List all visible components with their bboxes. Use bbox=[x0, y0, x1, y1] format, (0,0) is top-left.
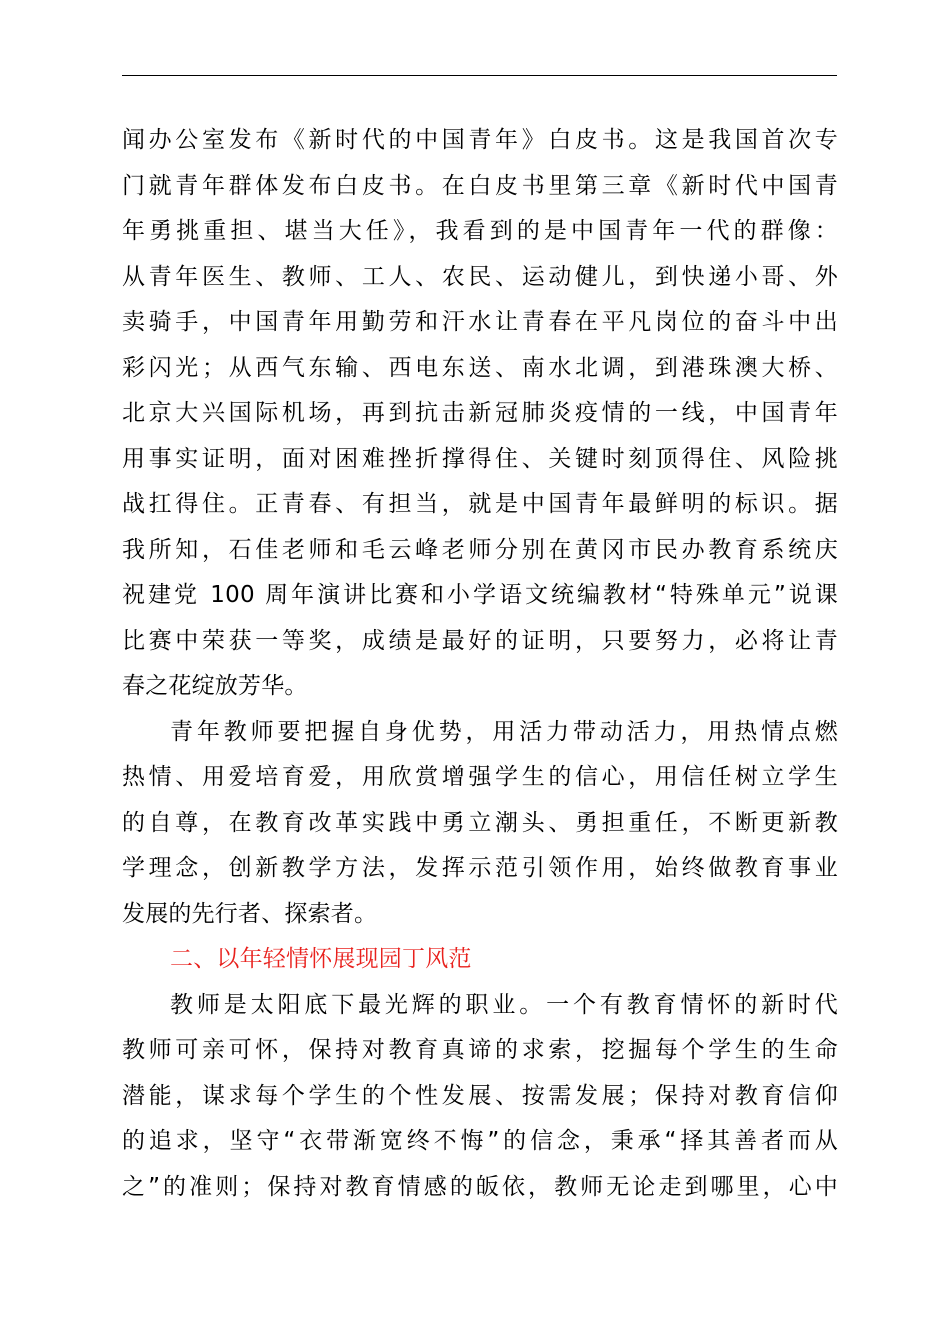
paragraph-line: 比赛中荣获一等奖，成绩是最好的证明，只要努力，必将让青 bbox=[122, 627, 838, 654]
paragraph-line: 之”的准则；保持对教育情感的皈依，教师无论走到哪里，心中 bbox=[122, 1173, 838, 1200]
paragraph-line: 门就青年群体发布白皮书。在白皮书里第三章《新时代中国青 bbox=[122, 172, 838, 199]
body-text bbox=[122, 118, 838, 1210]
paragraph-line: 闻办公室发布《新时代的中国青年》白皮书。这是我国首次专 bbox=[122, 127, 838, 153]
paragraph-line: 学理念，创新教学方法，发挥示范引领作用，始终做教育事业 bbox=[122, 855, 838, 881]
paragraph-line: 彩闪光；从西气东输、西电东送、南水北调，到港珠澳大桥、 bbox=[122, 354, 838, 381]
paragraph-line: 春之花绽放芳华。 bbox=[122, 673, 308, 699]
paragraph-line: 战扛得住。正青春、有担当，就是中国青年最鲜明的标识。据 bbox=[122, 491, 838, 517]
header-rule bbox=[122, 75, 837, 76]
paragraph-line: 从青年医生、教师、工人、农民、运动健儿，到快递小哥、外 bbox=[122, 263, 838, 290]
paragraph-line: 青年教师要把握自身优势，用活力带动活力，用热情点燃 bbox=[170, 718, 838, 745]
paragraph-line: 用事实证明，面对困难挫折撑得住、关键时刻顶得住、风险挑 bbox=[122, 445, 838, 472]
paragraph-line: 的自尊，在教育改革实践中勇立潮头、勇担重任，不断更新教 bbox=[122, 809, 838, 836]
paragraph-line: 教师是太阳底下最光辉的职业。一个有教育情怀的新时代 bbox=[170, 991, 838, 1018]
paragraph-line: 北京大兴国际机场，再到抗击新冠肺炎疫情的一线，中国青年 bbox=[122, 400, 838, 426]
paragraph-line: 发展的先行者、探索者。 bbox=[122, 900, 378, 927]
paragraph-line: 卖骑手，中国青年用勤劳和汗水让青春在平凡岗位的奋斗中出 bbox=[122, 309, 838, 335]
paragraph-line: 祝建党 100 周年演讲比赛和小学语文统编教材“特殊单元”说课 bbox=[122, 582, 838, 608]
paragraph-line: 热情、用爱培育爱，用欣赏增强学生的信心，用信任树立学生 bbox=[122, 764, 838, 790]
paragraph-line: 我所知，石佳老师和毛云峰老师分别在黄冈市民办教育系统庆 bbox=[122, 536, 838, 563]
paragraph-line: 潜能，谋求每个学生的个性发展、按需发展；保持对教育信仰 bbox=[122, 1082, 838, 1109]
paragraph-line: 年勇挑重担、堪当大任》，我看到的是中国青年一代的群像： bbox=[122, 218, 838, 244]
section-heading: 二、以年轻情怀展现园丁风范 bbox=[170, 946, 472, 972]
paragraph-line: 教师可亲可怀，保持对教育真谛的求索，挖掘每个学生的生命 bbox=[122, 1037, 838, 1063]
paragraph-line: 的追求，坚守“衣带渐宽终不悔”的信念，秉承“择其善者而从 bbox=[122, 1128, 838, 1154]
